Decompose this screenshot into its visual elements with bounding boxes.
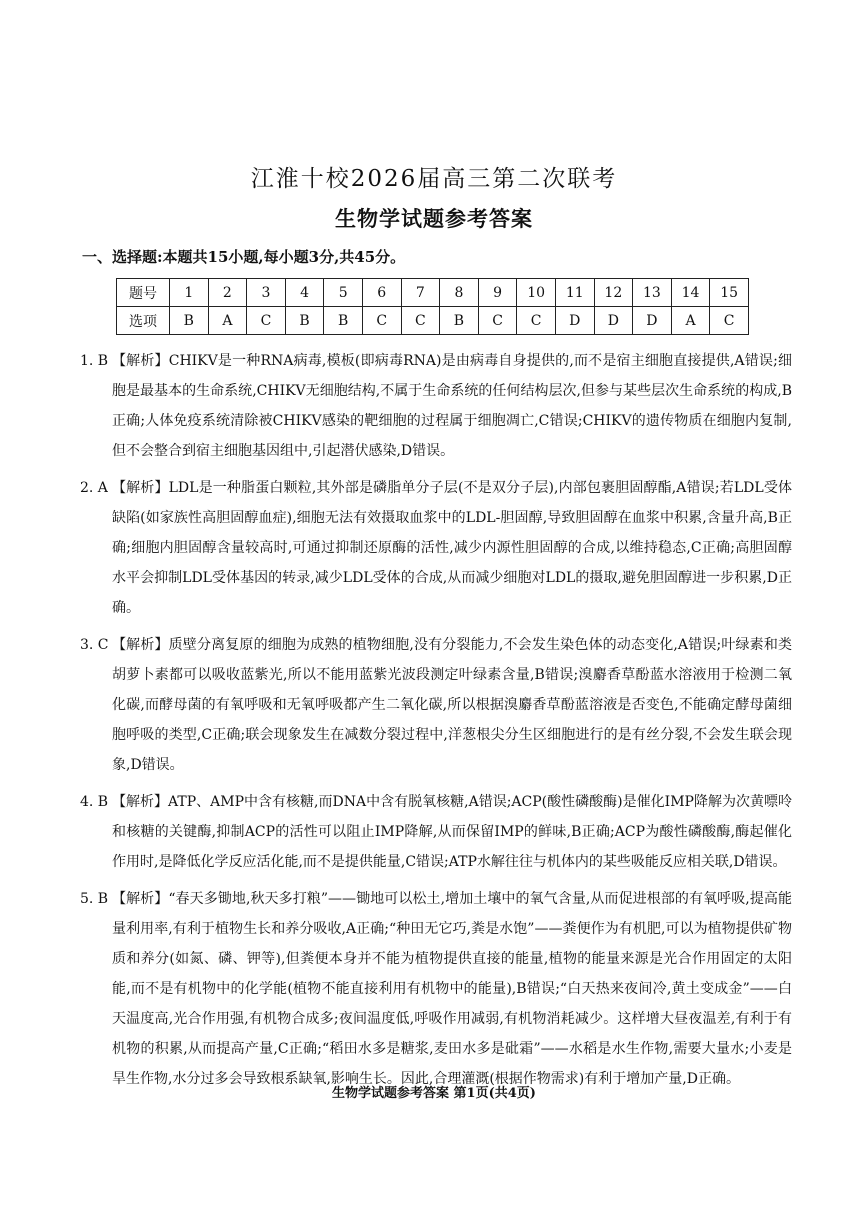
question-number: 13 <box>633 279 672 307</box>
question-number: 4 <box>285 279 324 307</box>
answer-key-title: 生物学试题参考答案 <box>335 206 533 231</box>
explanation-item <box>80 884 792 1094</box>
question-number: 12 <box>594 279 633 307</box>
answer-option: B <box>170 307 209 335</box>
answer-option: B <box>440 307 479 335</box>
explanation-item <box>80 630 792 780</box>
question-answer-label: 2. A <box>80 480 108 496</box>
question-answer-label: 5. B <box>80 891 109 907</box>
page-footer: 生物学试题参考答案 第1页(共4页) <box>332 1086 536 1101</box>
answer-option: C <box>517 307 556 335</box>
answer-option-row <box>117 307 749 335</box>
question-number: 5 <box>324 279 363 307</box>
answer-option: B <box>324 307 363 335</box>
question-number: 14 <box>671 279 710 307</box>
question-number: 7 <box>401 279 440 307</box>
question-number: 3 <box>247 279 286 307</box>
question-number-label: 题号 <box>117 279 170 307</box>
explanation-text: 【解析】“春天多锄地,秋天多打粮”——锄地可以松土,增加土壤中的氧气含量,从而促进根部的有氧呼吸,提高能量利用率,有利于植物生长和养分吸收,A正确;“种田无它巧,粪是水饱”——粪便作为有机肥,可以为植物提供矿物质和养分(如氮、磷、钾等),但粪便本身并不能为植物提供直接的能量,植物的能量来源是光合作用固定的太阳能,而不是有机物中的化学能(植物不能直接利用有机物中的能量),B错误;“白天热来夜间冷,黄土变成金”——白天温度高,光合作用强,有机物合成多;夜间温度低,呼吸作用减弱,有机物消耗减少。这样增大昼夜温差,有利于有机物的积累,从而提高产量,C正确;“稻田水多是糖浆,麦田水多是砒霜”——水稻是水生作物,需要大量水;小麦是旱生作物,水分过多会导致根系缺氧,影响生长。因此,合理灌溉(根据作物需求)有利于增加产量,D正确。 <box>112 891 792 1087</box>
section-heading: 一、选择题:本题共15小题,每小题3分,共45分。 <box>82 248 406 266</box>
answer-option: D <box>594 307 633 335</box>
answer-option: C <box>478 307 517 335</box>
explanation-item <box>80 473 792 623</box>
answer-option: C <box>362 307 401 335</box>
question-number: 2 <box>208 279 247 307</box>
answer-option: D <box>555 307 594 335</box>
answer-option: C <box>710 307 749 335</box>
answer-table <box>116 278 749 335</box>
question-number: 8 <box>440 279 479 307</box>
answer-option: A <box>208 307 247 335</box>
question-number: 1 <box>170 279 209 307</box>
exam-title: 江淮十校2026届高三第二次联考 <box>250 166 618 192</box>
question-answer-label: 4. B <box>80 794 109 810</box>
question-number: 11 <box>555 279 594 307</box>
question-number: 6 <box>362 279 401 307</box>
explanation-text: 【解析】CHIKV是一种RNA病毒,模板(即病毒RNA)是由病毒自身提供的,而不是宿主细胞直接提供,A错误;细胞是最基本的生命系统,CHIKV无细胞结构,不属于生命系统的任何结构层次,但参与某些层次生命系统的构成,B正确;人体免疫系统清除被CHIKV感染的靶细胞的过程属于细胞凋亡,C错误;CHIKV的遗传物质在细胞内复制,但不会整合到宿主细胞基因组中,引起潜伏感染,D错误。 <box>112 353 792 459</box>
question-number: 15 <box>710 279 749 307</box>
explanation-text: 【解析】ATP、AMP中含有核糖,而DNA中含有脱氧核糖,A错误;ACP(酸性磷酸酶)是催化IMP降解为次黄嘌呤和核糖的关键酶,抑制ACP的活性可以阻止IMP降解,从而保留IMP的鲜味,B正确;ACP为酸性磷酸酶,酶起催化作用时,是降低化学反应活化能,而不是提供能量,C错误;ATP水解往往与机体内的某些吸能反应相关联,D错误。 <box>112 794 792 870</box>
answer-option: D <box>633 307 672 335</box>
answer-option: B <box>285 307 324 335</box>
question-answer-label: 1. B <box>80 353 109 369</box>
explanation-item <box>80 787 792 877</box>
question-answer-label: 3. C <box>80 637 109 653</box>
answer-option: C <box>401 307 440 335</box>
question-number: 10 <box>517 279 556 307</box>
answer-option: C <box>247 307 286 335</box>
answer-option-label: 选项 <box>117 307 170 335</box>
explanation-text: 【解析】LDL是一种脂蛋白颗粒,其外部是磷脂单分子层(不是双分子层),内部包裹胆固醇酯,A错误;若LDL受体缺陷(如家族性高胆固醇血症),细胞无法有效摄取血浆中的LDL-胆固醇,导致胆固醇在血浆中积累,含量升高,B正确;细胞内胆固醇含量较高时,可通过抑制还原酶的活性,减少内源性胆固醇的合成,以维持稳态,C正确;高胆固醇水平会抑制LDL受体基因的转录,减少LDL受体的合成,从而减少细胞对LDL的摄取,避免胆固醇进一步积累,D正确。 <box>112 480 792 616</box>
explanation-text: 【解析】质壁分离复原的细胞为成熟的植物细胞,没有分裂能力,不会发生染色体的动态变化,A错误;叶绿素和类胡萝卜素都可以吸收蓝紫光,所以不能用蓝紫光波段测定叶绿素含量,B错误;溴麝香草酚蓝水溶液用于检测二氧化碳,而酵母菌的有氧呼吸和无氧呼吸都产生二氧化碳,所以根据溴麝香草酚蓝溶液是否变色,不能确定酵母菌细胞呼吸的类型,C正确;联会现象发生在减数分裂过程中,洋葱根尖分生区细胞进行的是有丝分裂,不会发生联会现象,D错误。 <box>112 637 792 773</box>
explanation-list <box>80 346 792 1101</box>
explanation-item <box>80 346 792 466</box>
question-number-row <box>117 279 749 307</box>
question-number: 9 <box>478 279 517 307</box>
answer-option: A <box>671 307 710 335</box>
